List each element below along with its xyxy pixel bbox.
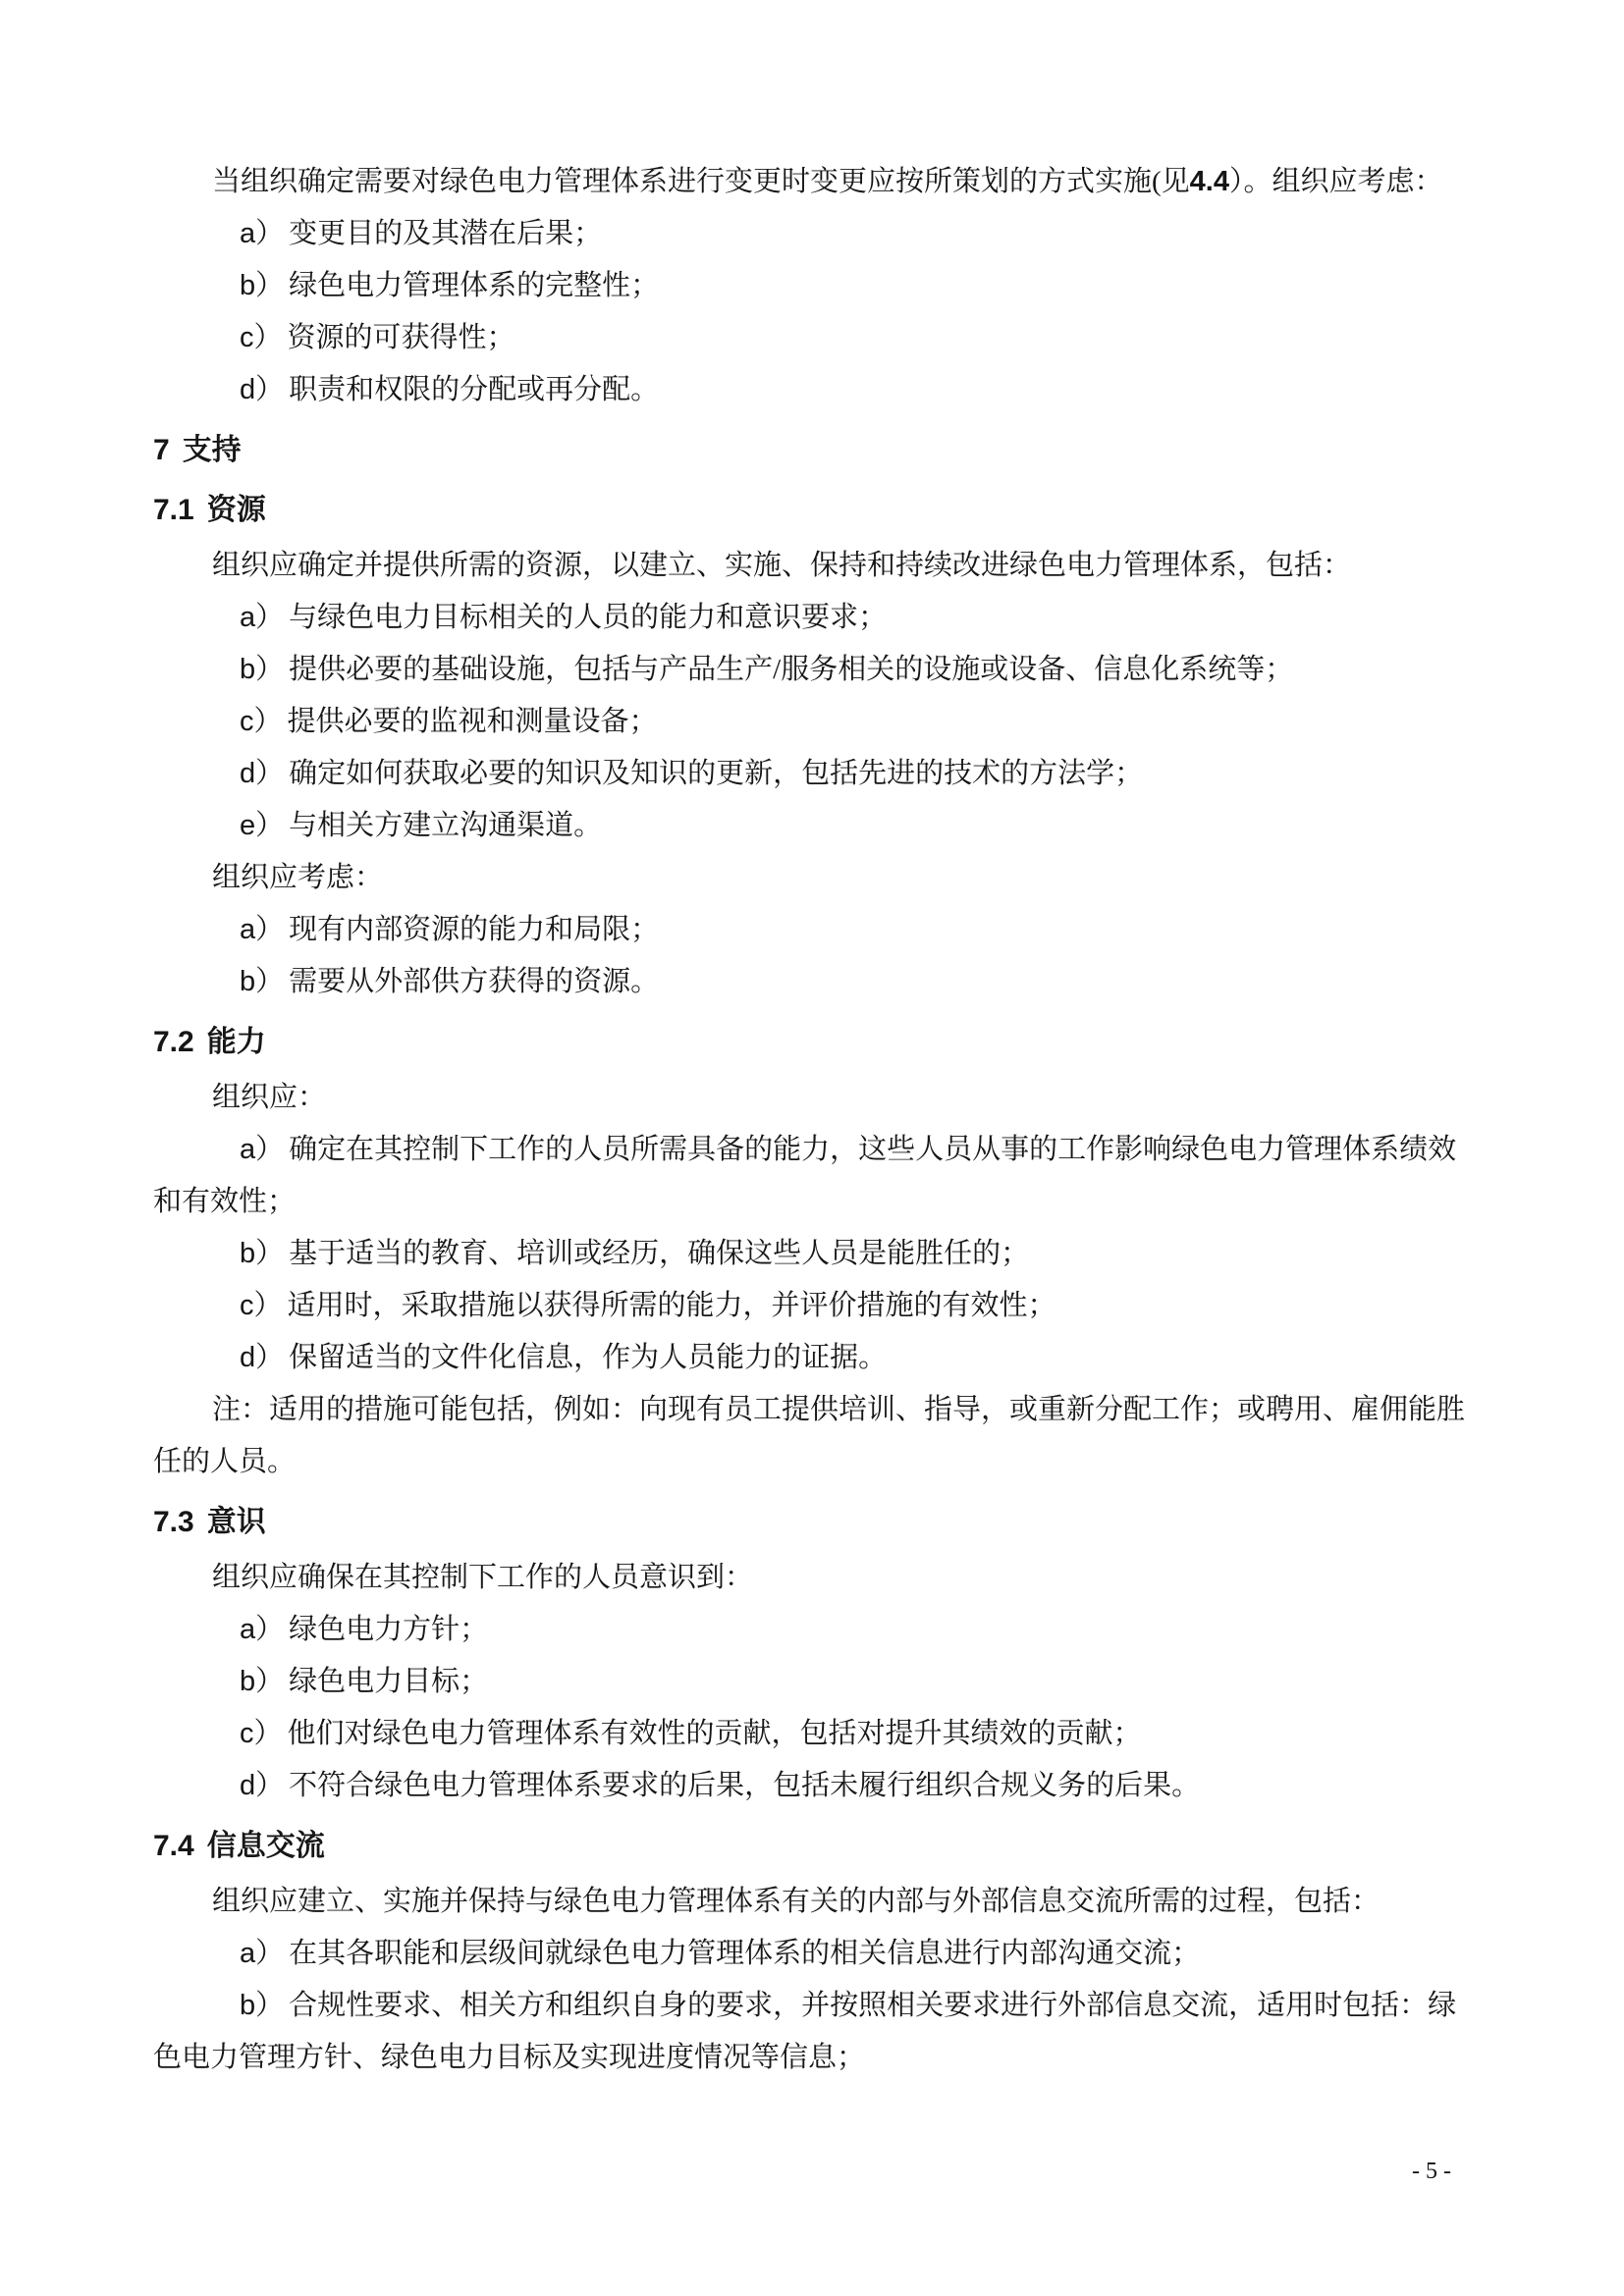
s72-item-c <box>240 1280 1473 1332</box>
s73-item-b <box>240 1656 1473 1708</box>
list-marker: b） <box>240 966 285 997</box>
s74-item-a <box>240 1928 1473 1980</box>
intro-text-pre: 当组织确定需要对绿色电力管理体系进行变更时变更应按所策划的方式实施(见 <box>212 166 1190 197</box>
list-marker: a） <box>240 1614 285 1645</box>
s73-item-a <box>240 1604 1473 1656</box>
list-item-text: 和有效性； <box>153 1186 297 1217</box>
s72-item-b <box>240 1228 1473 1280</box>
list-item-text: 提供必要的基础设施，包括与产品生产/服务相关的设施或设备、信息化系统等； <box>289 654 1294 685</box>
list-marker: c） <box>240 1718 283 1749</box>
list-item-text: 资源的可获得性； <box>287 322 515 353</box>
list-item-text: 提供必要的监视和测量设备； <box>287 706 658 737</box>
s71-item-d <box>240 748 1473 800</box>
list-item-text: 绿色电力目标； <box>289 1666 489 1697</box>
list-item-text: 适用时，采取措施以获得所需的能力，并评价措施的有效性； <box>287 1290 1056 1321</box>
s72-note-line2 <box>153 1436 1473 1488</box>
heading-title: 信息交流 <box>206 1830 325 1862</box>
list-marker: d） <box>240 1342 285 1373</box>
list-item-text: 与相关方建立沟通渠道。 <box>289 810 603 841</box>
list-item-text: 确定如何获取必要的知识及知识的更新，包括先进的技术的方法学； <box>289 758 1144 789</box>
section-heading-7-2 <box>153 1016 1473 1068</box>
page-content <box>153 156 1473 2084</box>
s71-lead2-paragraph <box>153 852 1473 904</box>
s71-item-c <box>240 696 1473 748</box>
list-marker: c） <box>240 1290 283 1321</box>
list-item-text: 与绿色电力目标相关的人员的能力和意识要求； <box>289 602 888 633</box>
intro-paragraph <box>153 156 1473 208</box>
clause-reference: 4.4 <box>1189 166 1229 197</box>
list-marker: c） <box>240 322 283 353</box>
paragraph-text: 组织应： <box>212 1082 327 1113</box>
section-heading-7-4 <box>153 1820 1473 1872</box>
list-item-text: 变更目的及其潜在后果； <box>289 218 603 249</box>
s72-lead-paragraph <box>153 1072 1473 1124</box>
list-marker: b） <box>240 1666 285 1697</box>
list-item-text: 色电力管理方针、绿色电力目标及实现进度情况等信息； <box>153 2042 866 2073</box>
s73-lead-paragraph <box>153 1552 1473 1604</box>
s72-item-a-line1 <box>240 1124 1473 1176</box>
list-marker: a） <box>240 914 285 945</box>
heading-number: 7.2 <box>153 1026 194 1058</box>
paragraph-text: 组织应确定并提供所需的资源，以建立、实施、保持和持续改进绿色电力管理体系，包括： <box>212 550 1352 581</box>
heading-number: 7 <box>153 434 170 466</box>
s72-item-a-line2 <box>153 1176 1473 1228</box>
s74-lead-paragraph <box>153 1876 1473 1928</box>
s71-item2-b <box>240 956 1473 1008</box>
list-item-text: 保留适当的文件化信息，作为人员能力的证据。 <box>289 1342 888 1373</box>
heading-title: 意识 <box>206 1506 266 1538</box>
intro-item-a <box>240 208 1473 260</box>
section-heading-7-1 <box>153 484 1473 536</box>
list-item-text: 绿色电力管理体系的完整性； <box>289 270 660 301</box>
list-marker: d） <box>240 374 285 405</box>
s74-item-b-line1 <box>240 1980 1473 2032</box>
paragraph-text: 组织应考虑： <box>212 862 384 893</box>
s71-item-e <box>240 800 1473 852</box>
note-text: 注：适用的措施可能包括，例如：向现有员工提供培训、指导，或重新分配工作；或聘用、雇佣能胜 <box>212 1394 1466 1425</box>
paragraph-text: 组织应建立、实施并保持与绿色电力管理体系有关的内部与外部信息交流所需的过程，包括： <box>212 1886 1380 1917</box>
list-marker: c） <box>240 706 283 737</box>
list-marker: e） <box>240 810 285 841</box>
intro-item-b <box>240 260 1473 312</box>
s73-item-d <box>240 1760 1473 1812</box>
s71-item2-a <box>240 904 1473 956</box>
s71-item-b <box>240 644 1473 696</box>
list-item-text: 不符合绿色电力管理体系要求的后果，包括未履行组织合规义务的后果。 <box>289 1770 1201 1801</box>
list-marker: d） <box>240 1770 285 1801</box>
s72-note-line1 <box>153 1384 1473 1436</box>
heading-title: 资源 <box>206 494 266 526</box>
page-number: - 5 - <box>1412 2159 1451 2184</box>
note-text: 任的人员。 <box>153 1446 297 1477</box>
list-item-text: 现有内部资源的能力和局限； <box>289 914 660 945</box>
s73-item-c <box>240 1708 1473 1760</box>
list-marker: b） <box>240 654 285 685</box>
list-marker: a） <box>240 602 285 633</box>
intro-text-post: ）。组织应考虑： <box>1229 166 1443 197</box>
intro-item-d <box>240 364 1473 416</box>
list-item-text: 确定在其控制下工作的人员所需具备的能力，这些人员从事的工作影响绿色电力管理体系绩效 <box>289 1134 1457 1165</box>
s74-item-b-line2 <box>153 2032 1473 2084</box>
paragraph-text: 组织应确保在其控制下工作的人员意识到： <box>212 1562 754 1593</box>
list-item-text: 合规性要求、相关方和组织自身的要求，并按照相关要求进行外部信息交流，适用时包括：绿 <box>289 1990 1457 2021</box>
s71-lead-paragraph <box>153 540 1473 592</box>
list-marker: a） <box>240 1938 285 1969</box>
list-marker: b） <box>240 1238 285 1269</box>
list-item-text: 需要从外部供方获得的资源。 <box>289 966 660 997</box>
list-marker: a） <box>240 1134 285 1165</box>
s71-item-a <box>240 592 1473 644</box>
list-marker: a） <box>240 218 285 249</box>
heading-title: 支持 <box>182 434 242 466</box>
list-marker: b） <box>240 1990 285 2021</box>
list-item-text: 基于适当的教育、培训或经历，确保这些人员是能胜任的； <box>289 1238 1030 1269</box>
section-heading-7-3 <box>153 1496 1473 1548</box>
heading-title: 能力 <box>206 1026 266 1058</box>
list-item-text: 职责和权限的分配或再分配。 <box>289 374 660 405</box>
heading-number: 7.1 <box>153 494 194 526</box>
intro-item-c <box>240 312 1473 364</box>
list-item-text: 他们对绿色电力管理体系有效性的贡献，包括对提升其绩效的贡献； <box>287 1718 1142 1749</box>
list-item-text: 绿色电力方针； <box>289 1614 489 1645</box>
list-marker: b） <box>240 270 285 301</box>
list-marker: d） <box>240 758 285 789</box>
heading-number: 7.4 <box>153 1830 194 1862</box>
heading-number: 7.3 <box>153 1506 194 1538</box>
s72-item-d <box>240 1332 1473 1384</box>
section-heading-7 <box>153 424 1473 476</box>
list-item-text: 在其各职能和层级间就绿色电力管理体系的相关信息进行内部沟通交流； <box>289 1938 1201 1969</box>
